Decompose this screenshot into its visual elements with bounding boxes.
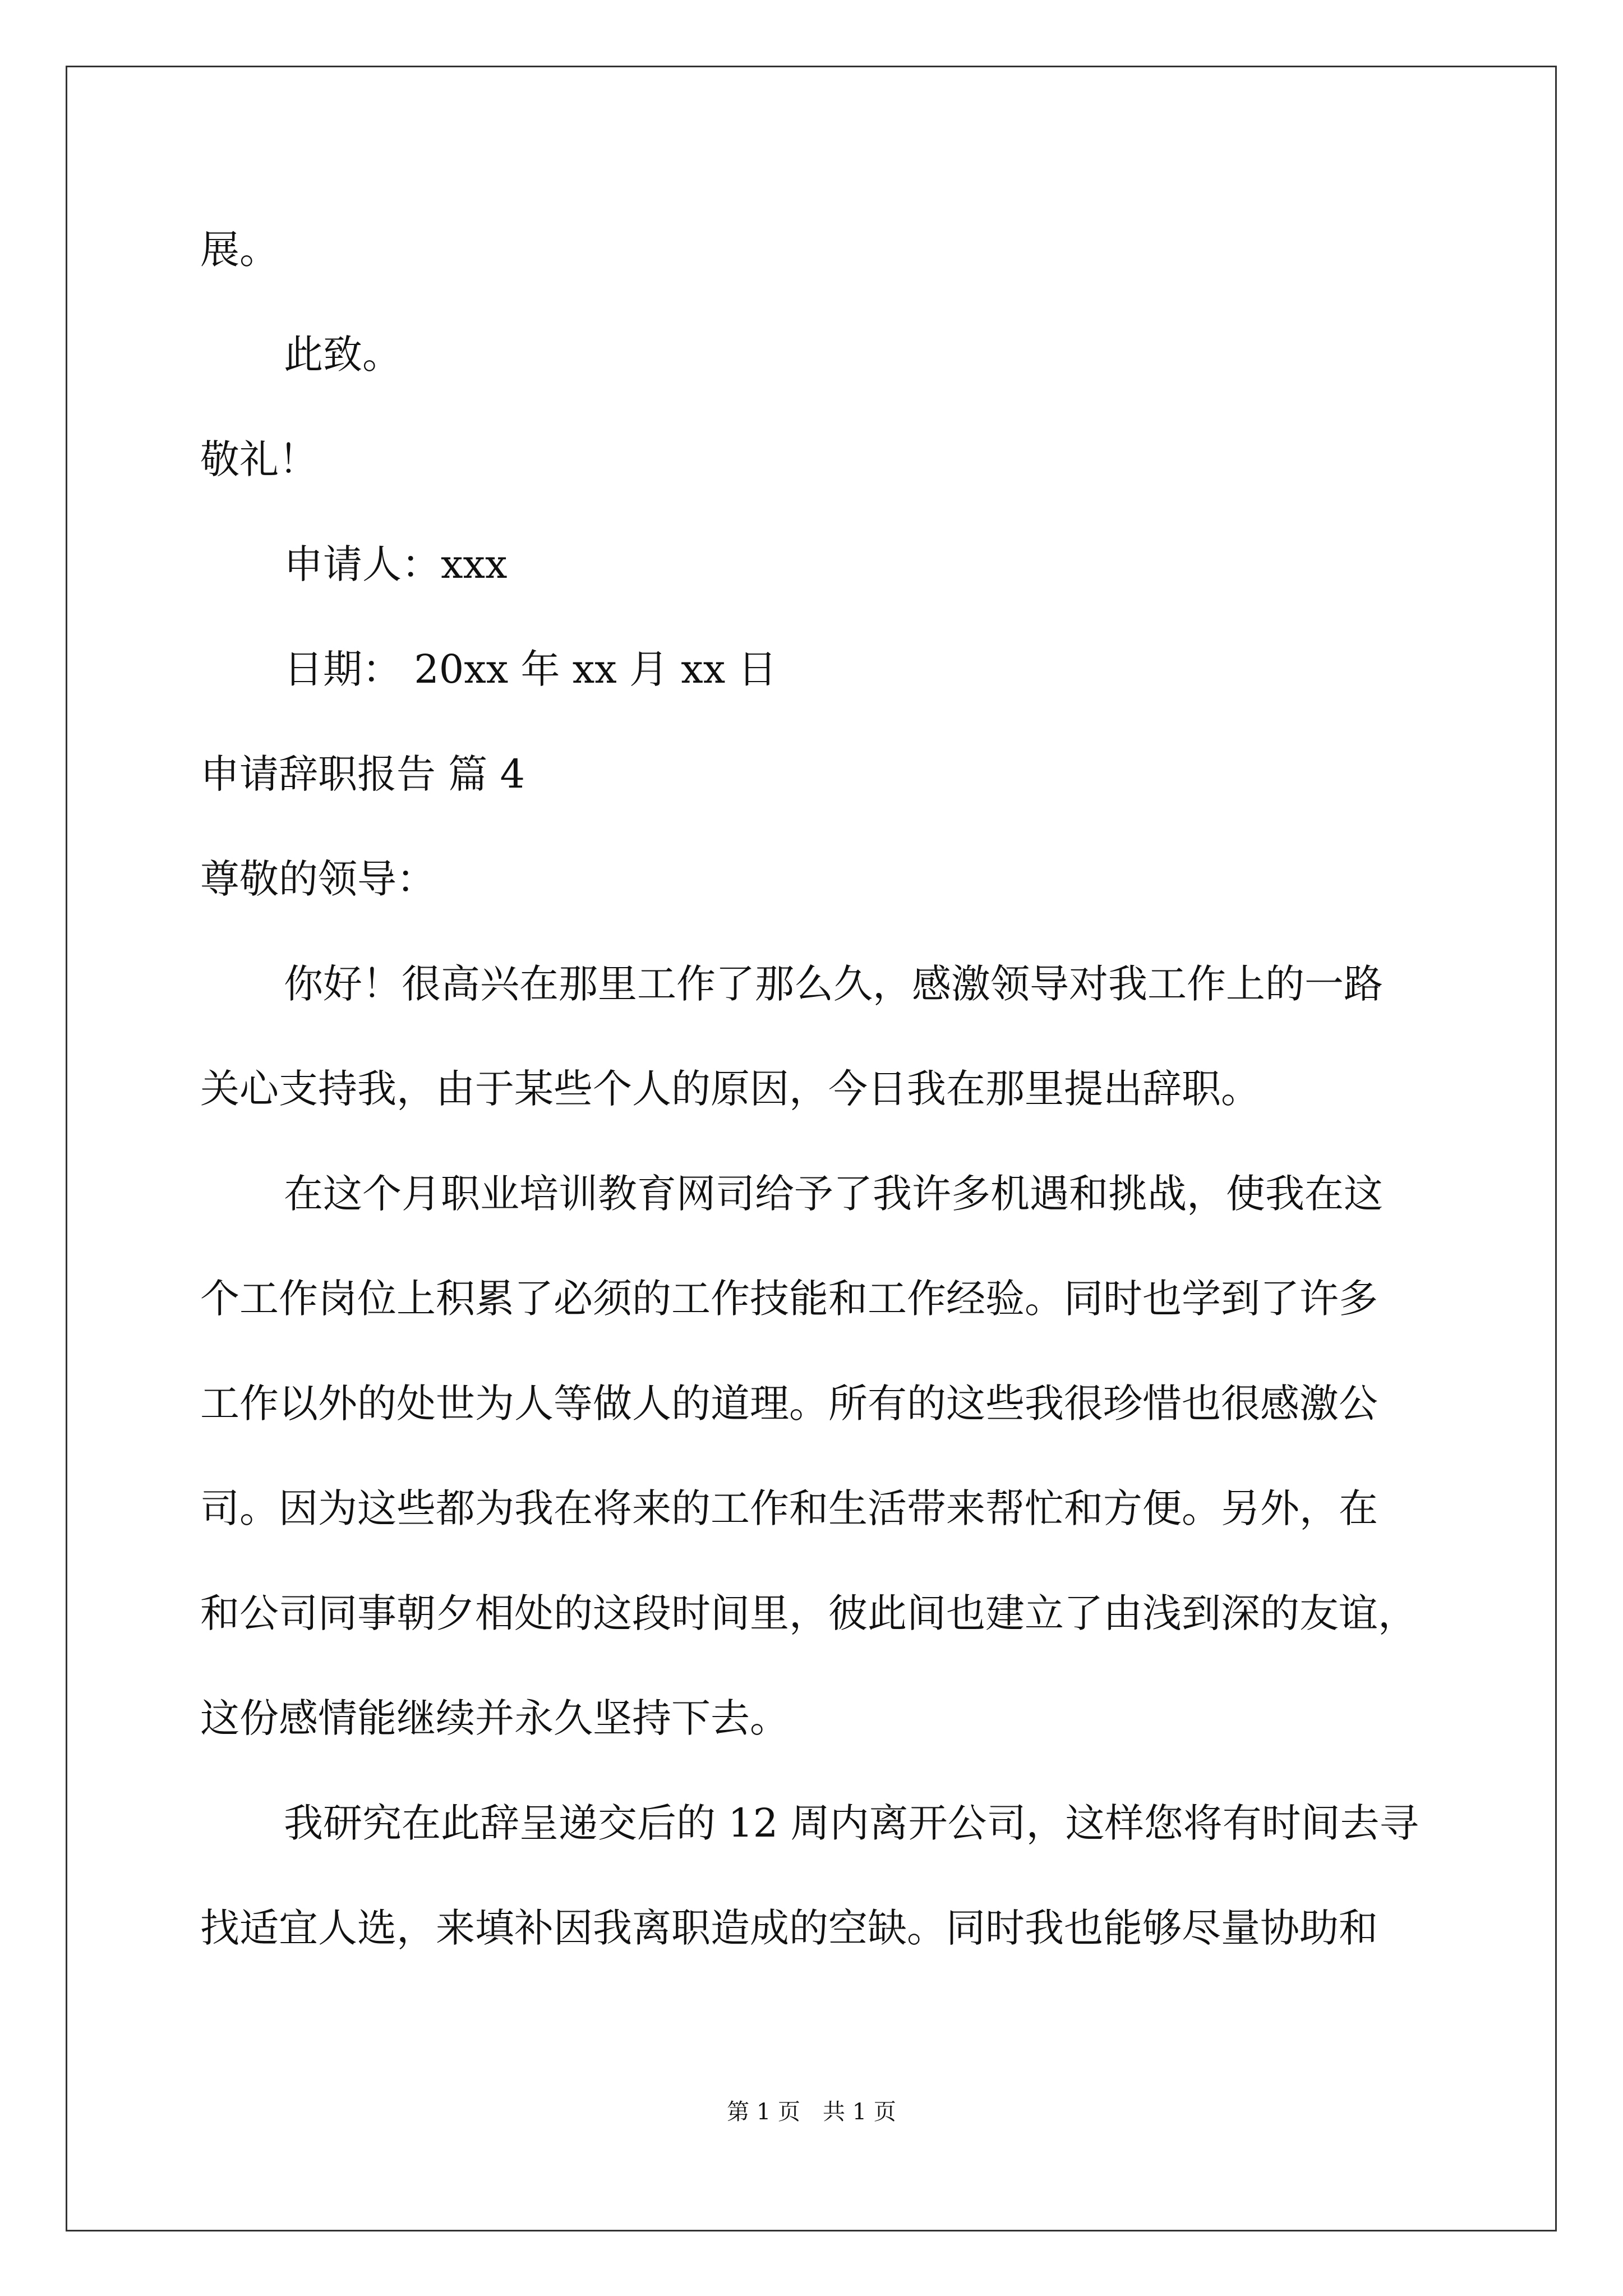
text-line: 工作以外的处世为人等做人的道理。所有的这些我很珍惜也很感激公 <box>200 1381 1378 1427</box>
text-line: 个工作岗位上积累了必须的工作技能和工作经验。同时也学到了许多 <box>200 1276 1378 1322</box>
section-heading: 申请辞职报告 篇 4 <box>200 751 525 797</box>
text-line: 展。 <box>200 227 279 273</box>
text-line: 在这个月职业培训教育网司给予了我许多机遇和挑战，使我在这 <box>284 1171 1383 1217</box>
text-line: 申请人：xxx <box>284 541 508 587</box>
salutation: 尊敬的领导： <box>200 856 436 902</box>
page-footer: 第 1 页 共 1 页 <box>727 2099 896 2125</box>
text-line: 你好！很高兴在那里工作了那么久，感激领导对我工作上的一路 <box>284 961 1383 1007</box>
text-line: 日期： 20xx 年 xx 月 xx 日 <box>284 646 777 692</box>
text-line: 此致。 <box>284 332 402 378</box>
text-line: 我研究在此辞呈递交后的 12 周内离开公司，这样您将有时间去寻 <box>284 1800 1419 1846</box>
text-line: 找适宜人选，来填补因我离职造成的空缺。同时我也能够尽量协助和 <box>200 1905 1378 1951</box>
text-line: 司。因为这些都为我在将来的工作和生活带来帮忙和方便。另外，在 <box>200 1485 1378 1531</box>
text-line: 关心支持我，由于某些个人的原因，今日我在那里提出辞职。 <box>200 1066 1260 1112</box>
text-line: 和公司同事朝夕相处的这段时间里，彼此间也建立了由浅到深的友谊， <box>200 1590 1417 1636</box>
document-body <box>200 0 1423 2296</box>
text-line: 敬礼！ <box>200 436 318 482</box>
text-line: 这份感情能继续并永久坚持下去。 <box>200 1695 789 1741</box>
